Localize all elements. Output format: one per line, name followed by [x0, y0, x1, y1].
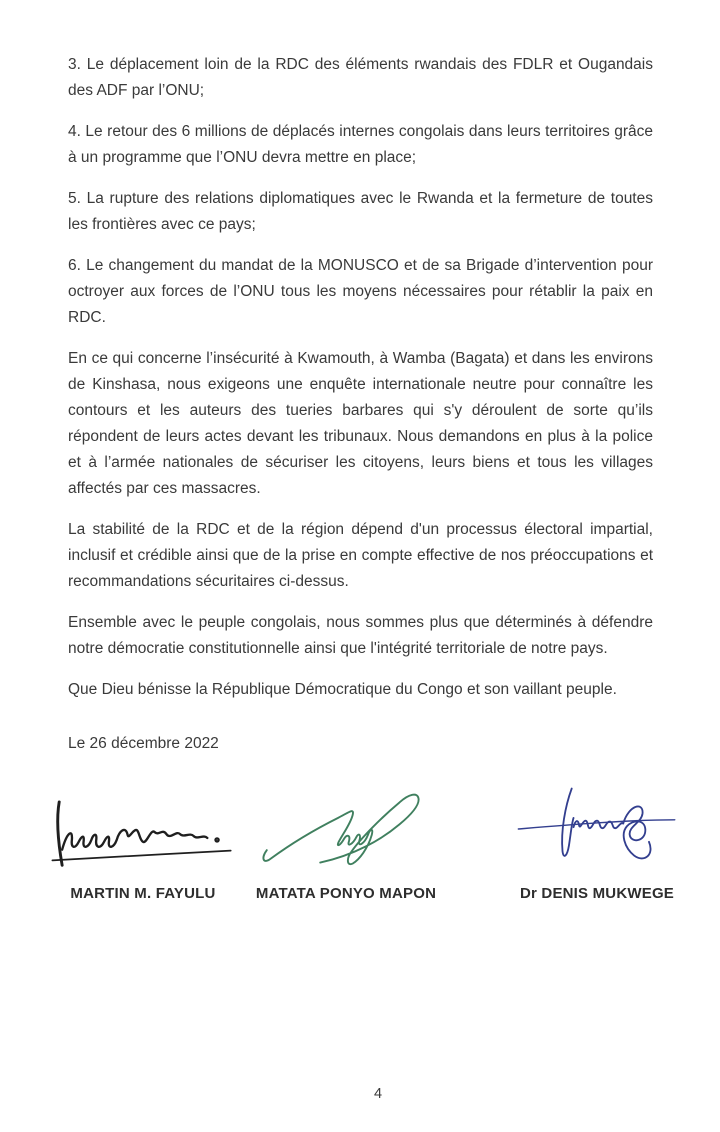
list-item-4: 4. Le retour des 6 millions de déplacés internes congolais dans leurs territoires grâce à un programme que l’ONU devra mettre en place;	[68, 123, 653, 166]
paragraph-insecurity: En ce qui concerne l’insécurité à Kwamouth, à Wamba (Bagata) et dans les environs de Kinshasa, nous exigeons une enquête internationale neutre pour connaître les contours et les auteurs des tueries barbares qui s'y déroulent de sorte qu’ils répondent de leurs actes devant les tribunaux. Nous demandons en plus à la police et à l’armée nationales de sécuriser les citoyens, leurs biens et tous les villages affectés par ces massacres.	[68, 350, 653, 497]
list-item-3: 3. Le déplacement loin de la RDC des éléments rwandais des FDLR et Ougandais des ADF par l’ONU;	[68, 56, 653, 99]
signatory-matata	[256, 791, 436, 902]
paragraph-stability: La stabilité de la RDC et de la région dépend d'un processus électoral impartial, inclusif et crédible ainsi que de la prise en compte effective de nos préoccupations et recommandations sécuritaires ci-dessus.	[68, 521, 653, 590]
fayulu-signature-icon	[45, 799, 241, 875]
date-line: Le 26 décembre 2022	[68, 735, 219, 752]
signature-block	[68, 783, 675, 902]
signatory-name: MARTIN M. FAYULU	[70, 885, 216, 902]
paragraph-ensemble: Ensemble avec le peuple congolais, nous sommes plus que déterminés à défendre notre démocratie constitutionnelle ainsi que l'intégrité territoriale de notre pays.	[68, 614, 653, 657]
mukwege-signature-icon	[511, 783, 683, 875]
matata-signature-icon	[258, 791, 434, 875]
document-body	[68, 52, 675, 902]
page-number: 4	[373, 1086, 383, 1102]
list-item-6: 6. Le changement du mandat de la MONUSCO et de sa Brigade d’intervention pour octroyer aux forces de l’ONU tous les moyens nécessaires pour rétablir la paix en RDC.	[68, 257, 653, 326]
signatory-name: MATATA PONYO MAPON	[255, 885, 437, 902]
signatory-name: Dr DENIS MUKWEGE	[519, 885, 675, 902]
signatory-mukwege	[511, 783, 683, 902]
paragraph-blessing: Que Dieu bénisse la République Démocratique du Congo et son vaillant peuple.	[68, 681, 617, 698]
signatory-fayulu	[45, 799, 241, 902]
list-item-5: 5. La rupture des relations diplomatiques avec le Rwanda et la fermeture de toutes les frontières avec ce pays;	[68, 190, 653, 233]
